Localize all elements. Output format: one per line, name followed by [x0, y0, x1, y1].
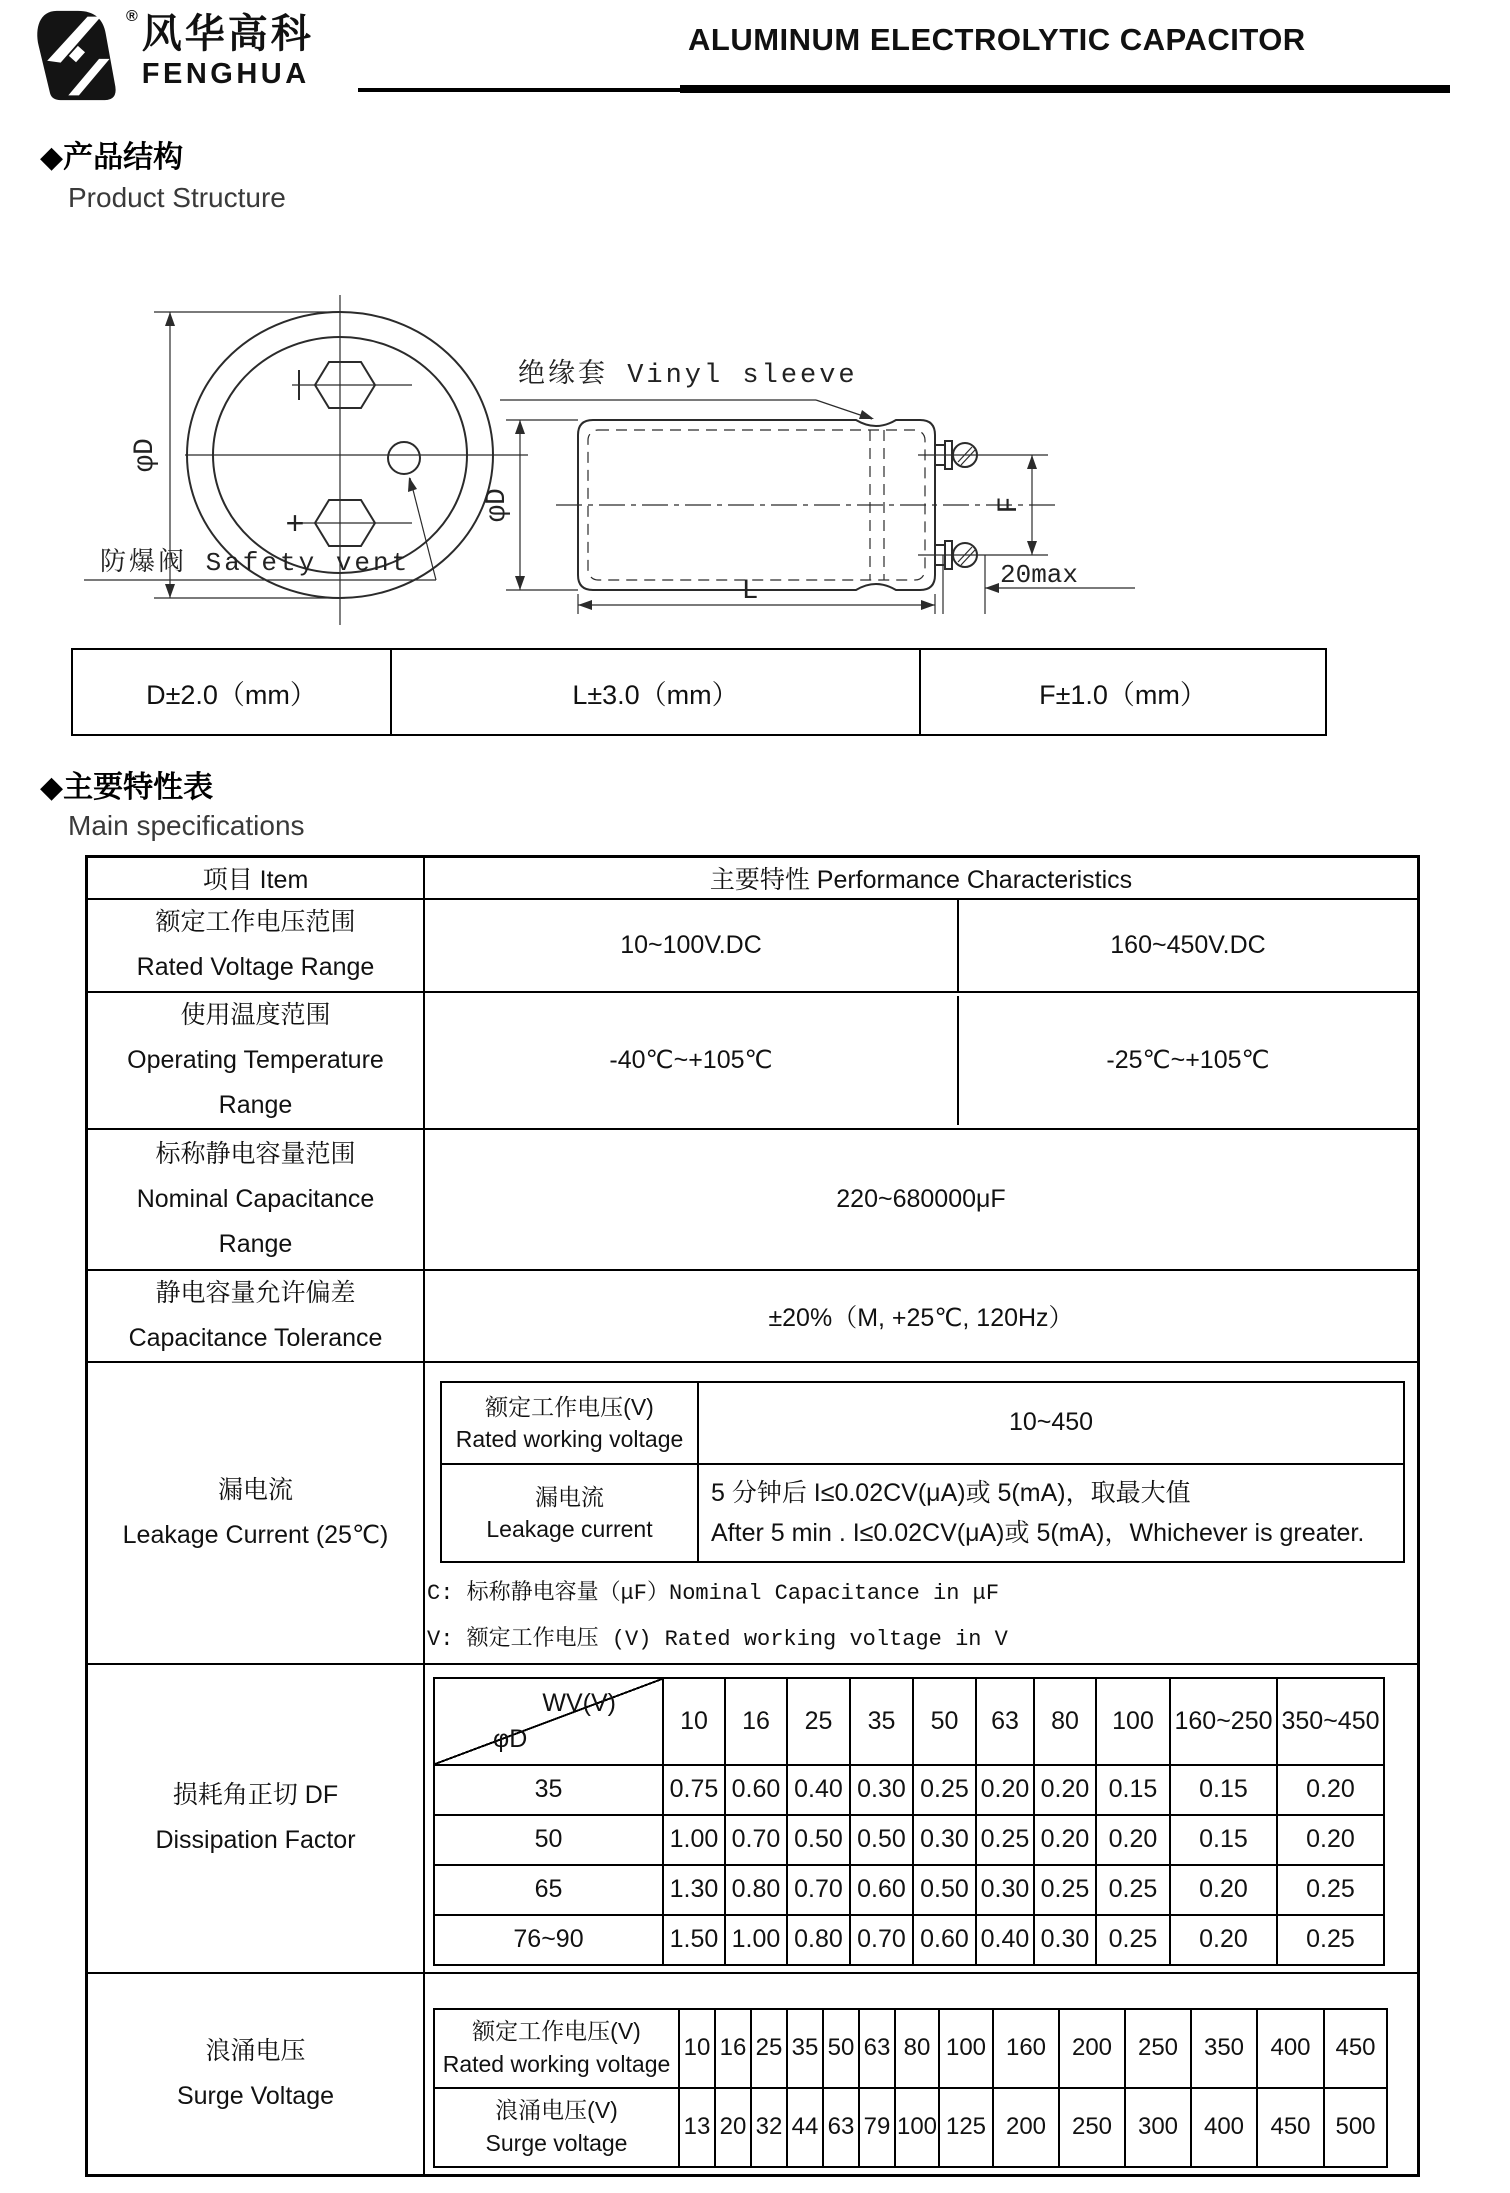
surge-value: 13 [679, 2088, 715, 2167]
df-col: 100 [1096, 1678, 1170, 1765]
leakage-label-cjk: 漏电流 [217, 1475, 293, 1504]
surge-rated-value: 25 [751, 2009, 787, 2088]
df-cell: 0.25 [1096, 1915, 1170, 1965]
surge-rated-value: 10 [679, 2009, 715, 2088]
df-cell: 0.70 [787, 1865, 850, 1915]
df-cell: 0.50 [913, 1865, 976, 1915]
df-col: 25 [787, 1678, 850, 1765]
col-header-performance: 主要特性 Performance Characteristics [424, 857, 1419, 899]
lk-rated-value: 10~450 [698, 1382, 1404, 1464]
surge-rated-value: 160 [993, 2009, 1059, 2088]
df-col: 16 [725, 1678, 787, 1765]
df-cell: 0.30 [976, 1865, 1034, 1915]
surge-value-label-cjk: 浪涌电压(V) [495, 2097, 618, 2123]
op-temp-high-group: -25℃~+105℃ [957, 996, 1417, 1125]
surge-inner-table [433, 2008, 1388, 2168]
df-col: 10 [663, 1678, 725, 1765]
df-col: 80 [1034, 1678, 1096, 1765]
df-col: 63 [976, 1678, 1034, 1765]
leakage-inner-table [440, 1381, 1405, 1563]
rated-voltage-label-en: Rated Voltage Range [136, 953, 375, 981]
dimension-tolerance-table [71, 648, 1327, 736]
df-inner-table [433, 1677, 1385, 1966]
df-cell: 1.30 [663, 1865, 725, 1915]
rated-voltage-high-group: 160~450V.DC [957, 900, 1417, 991]
section-main-specifications-en: Main specifications [68, 810, 305, 841]
df-cell: 0.50 [850, 1815, 913, 1865]
l-dimension-label: L [741, 576, 759, 607]
surge-rated-value: 200 [1059, 2009, 1125, 2088]
surge-value: 400 [1191, 2088, 1257, 2167]
lk-leakage-label-cjk: 漏电流 [535, 1483, 604, 1510]
surge-rated-label-cjk: 额定工作电压(V) [472, 2018, 641, 2044]
op-temp-low-group: -40℃~+105℃ [609, 1046, 773, 1074]
df-cell: 0.60 [725, 1765, 787, 1815]
nominal-cap-label-en2: Range [218, 1229, 293, 1258]
tolerance-d: D±2.0（mm） [146, 679, 317, 710]
df-cell: 0.40 [787, 1765, 850, 1815]
row-nominal-capacitance [87, 1129, 1419, 1270]
op-temp-label-cjk: 使用温度范围 [180, 1000, 331, 1029]
row-dissipation-factor [87, 1664, 1419, 1973]
df-row-35 [434, 1765, 1384, 1815]
surge-value: 450 [1257, 2088, 1324, 2167]
cap-tolerance-value: ±20%（M, +25℃, 120Hz） [424, 1270, 1419, 1362]
surge-rated-value: 100 [939, 2009, 993, 2088]
row-operating-temperature [87, 992, 1419, 1129]
df-cell: 0.30 [1034, 1915, 1096, 1965]
tolerance-f: F±1.0（mm） [919, 650, 1325, 734]
leakage-note-v: V: 额定工作电压 (V) Rated working voltage in V [427, 1626, 1008, 1652]
surge-rated-value: 63 [859, 2009, 895, 2088]
df-cell: 1.00 [725, 1915, 787, 1965]
cap-tolerance-label-en: Capacitance Tolerance [128, 1323, 383, 1352]
op-temp-label-en1: Operating Temperature [127, 1045, 384, 1074]
df-cell: 0.70 [850, 1915, 913, 1965]
vinyl-sleeve-label: 绝缘套 Vinyl sleeve [518, 361, 858, 391]
df-cell: 0.20 [1096, 1815, 1170, 1865]
df-cell: 1.00 [663, 1815, 725, 1865]
df-cell: 1.50 [663, 1915, 725, 1965]
df-cell: 0.20 [1034, 1765, 1096, 1815]
surge-value: 200 [993, 2088, 1059, 2167]
f-dimension-label: F [994, 496, 1025, 514]
surge-value: 63 [823, 2088, 859, 2167]
spec-header-row [87, 857, 1419, 899]
df-row-50 [434, 1815, 1384, 1865]
brand-logo [28, 6, 314, 104]
title-rule-thick [680, 85, 1450, 93]
df-phid: 76~90 [434, 1915, 663, 1965]
surge-value: 32 [751, 2088, 787, 2167]
brand-name-en: FENGHUA [141, 58, 310, 90]
df-col: 160~250 [1170, 1678, 1277, 1765]
df-cell: 0.30 [913, 1815, 976, 1865]
row-surge-voltage [87, 1973, 1419, 2176]
surge-value: 44 [787, 2088, 823, 2167]
df-label-cjk: 损耗角正切 DF [172, 1781, 339, 1809]
surge-rated-value: 80 [895, 2009, 939, 2088]
df-col: 50 [913, 1678, 976, 1765]
cap-tolerance-label-cjk: 静电容量允许偏差 [155, 1278, 356, 1307]
df-cell: 0.15 [1170, 1765, 1277, 1815]
df-col: 350~450 [1277, 1678, 1384, 1765]
brand-name-cjk: 风华高科 [141, 12, 314, 56]
surge-rated-value: 16 [715, 2009, 751, 2088]
df-cell: 0.30 [850, 1765, 913, 1815]
surge-label-cjk: 浪涌电压 [205, 2036, 306, 2065]
nominal-cap-label-en1: Nominal Capacitance [136, 1184, 375, 1213]
safety-vent-circle [388, 442, 420, 474]
title-rule-thin [358, 88, 680, 92]
df-cell: 0.20 [1170, 1865, 1277, 1915]
df-cell: 0.50 [787, 1815, 850, 1865]
section-product-structure-en: Product Structure [68, 182, 286, 213]
rated-voltage-low-group: 10~100V.DC [620, 930, 762, 959]
surge-value: 79 [859, 2088, 895, 2167]
section-main-specifications-cjk: ◆主要特性表 [40, 771, 214, 804]
product-structure-drawing [0, 230, 1510, 630]
df-cell: 0.80 [725, 1865, 787, 1915]
lk-rated-label-en: Rated working voltage [455, 1425, 684, 1452]
df-phid: 50 [434, 1815, 663, 1865]
leakage-note-c: C: 标称静电容量（μF）Nominal Capacitance in μF [427, 1580, 1000, 1606]
df-corner-wv: WV(V) [542, 1688, 616, 1717]
df-cell: 0.25 [1277, 1865, 1384, 1915]
df-row-65 [434, 1865, 1384, 1915]
df-cell: 0.20 [1277, 1815, 1384, 1865]
surge-rated-row [434, 2009, 1387, 2088]
df-cell: 0.80 [787, 1915, 850, 1965]
df-phid: 35 [434, 1765, 663, 1815]
df-cell: 0.20 [976, 1765, 1034, 1815]
df-cell: 0.20 [1034, 1815, 1096, 1865]
row-leakage-current [87, 1362, 1419, 1664]
section-product-structure-cjk: ◆产品结构 [40, 141, 184, 174]
lk-leakage-line2: After 5 min . I≤0.02CV(μA)或 5(mA)，Whichever is greater. [711, 1518, 1365, 1547]
surge-voltage-row [434, 2088, 1387, 2167]
tolerance-l: L±3.0（mm） [390, 650, 919, 734]
row-capacitance-tolerance [87, 1270, 1419, 1362]
op-temp-label-en2: Range [218, 1090, 293, 1119]
df-cell: 0.20 [1277, 1765, 1384, 1815]
df-cell: 0.20 [1170, 1915, 1277, 1965]
df-cell: 0.15 [1170, 1815, 1277, 1865]
df-cell: 0.15 [1096, 1765, 1170, 1815]
dia-dimension-label-top: φD [130, 438, 161, 472]
dia-dimension-label-side: φD [482, 488, 513, 522]
surge-value: 500 [1324, 2088, 1387, 2167]
main-specifications-table [85, 855, 1420, 2177]
df-cell: 0.25 [913, 1765, 976, 1815]
surge-value: 300 [1125, 2088, 1191, 2167]
surge-rated-value: 450 [1324, 2009, 1387, 2088]
df-cell: 0.25 [1277, 1915, 1384, 1965]
surge-value: 250 [1059, 2088, 1125, 2167]
lk-leakage-label-en: Leakage current [486, 1515, 653, 1542]
df-row-76-90 [434, 1915, 1384, 1965]
df-cell: 0.60 [850, 1865, 913, 1915]
df-cell: 0.60 [913, 1915, 976, 1965]
safety-vent-label: 防爆阀 Safety vent [100, 548, 411, 578]
registered-mark: ® [126, 8, 138, 25]
screw-terminal-top [918, 441, 1048, 469]
leakage-label-en: Leakage Current (25℃) [122, 1520, 389, 1549]
df-corner-cell [434, 1678, 663, 1765]
df-cell: 0.25 [1096, 1865, 1170, 1915]
col-header-item: 项目 Item [87, 857, 425, 899]
df-col: 35 [850, 1678, 913, 1765]
df-cell: 0.75 [663, 1765, 725, 1815]
surge-value: 20 [715, 2088, 751, 2167]
surge-rated-value: 35 [787, 2009, 823, 2088]
rated-voltage-label-cjk: 额定工作电压范围 [155, 908, 356, 936]
surge-label-en: Surge Voltage [176, 2081, 335, 2110]
df-cell: 0.40 [976, 1915, 1034, 1965]
df-cell: 0.25 [976, 1815, 1034, 1865]
surge-rated-value: 250 [1125, 2009, 1191, 2088]
df-cell: 0.70 [725, 1815, 787, 1865]
lk-leakage-line1: 5 分钟后 I≤0.02CV(μA)或 5(mA)，取最大值 [711, 1478, 1191, 1507]
page-title: ALUMINUM ELECTROLYTIC CAPACITOR [688, 22, 1306, 57]
fenghua-logo-icon [28, 6, 124, 104]
terminal-space-label: 20max [1000, 560, 1079, 590]
nominal-cap-value: 220~680000μF [424, 1129, 1419, 1270]
df-header-row [434, 1678, 1384, 1765]
surge-value: 100 [895, 2088, 939, 2167]
surge-value-label-en: Surge voltage [485, 2130, 628, 2156]
row-rated-voltage-range [87, 899, 1419, 992]
surge-rated-value: 50 [823, 2009, 859, 2088]
surge-rated-value: 400 [1257, 2009, 1324, 2088]
df-corner-phid: φD [493, 1724, 528, 1753]
positive-polarity-mark: + [285, 507, 305, 544]
df-phid: 65 [434, 1865, 663, 1915]
nominal-cap-label-cjk: 标称静电容量范围 [155, 1139, 356, 1168]
df-label-en: Dissipation Factor [155, 1826, 356, 1854]
surge-value: 125 [939, 2088, 993, 2167]
surge-rated-value: 350 [1191, 2009, 1257, 2088]
df-cell: 0.25 [1034, 1865, 1096, 1915]
surge-rated-label-en: Rated working voltage [442, 2051, 671, 2077]
lk-rated-label-cjk: 额定工作电压(V) [485, 1393, 654, 1420]
